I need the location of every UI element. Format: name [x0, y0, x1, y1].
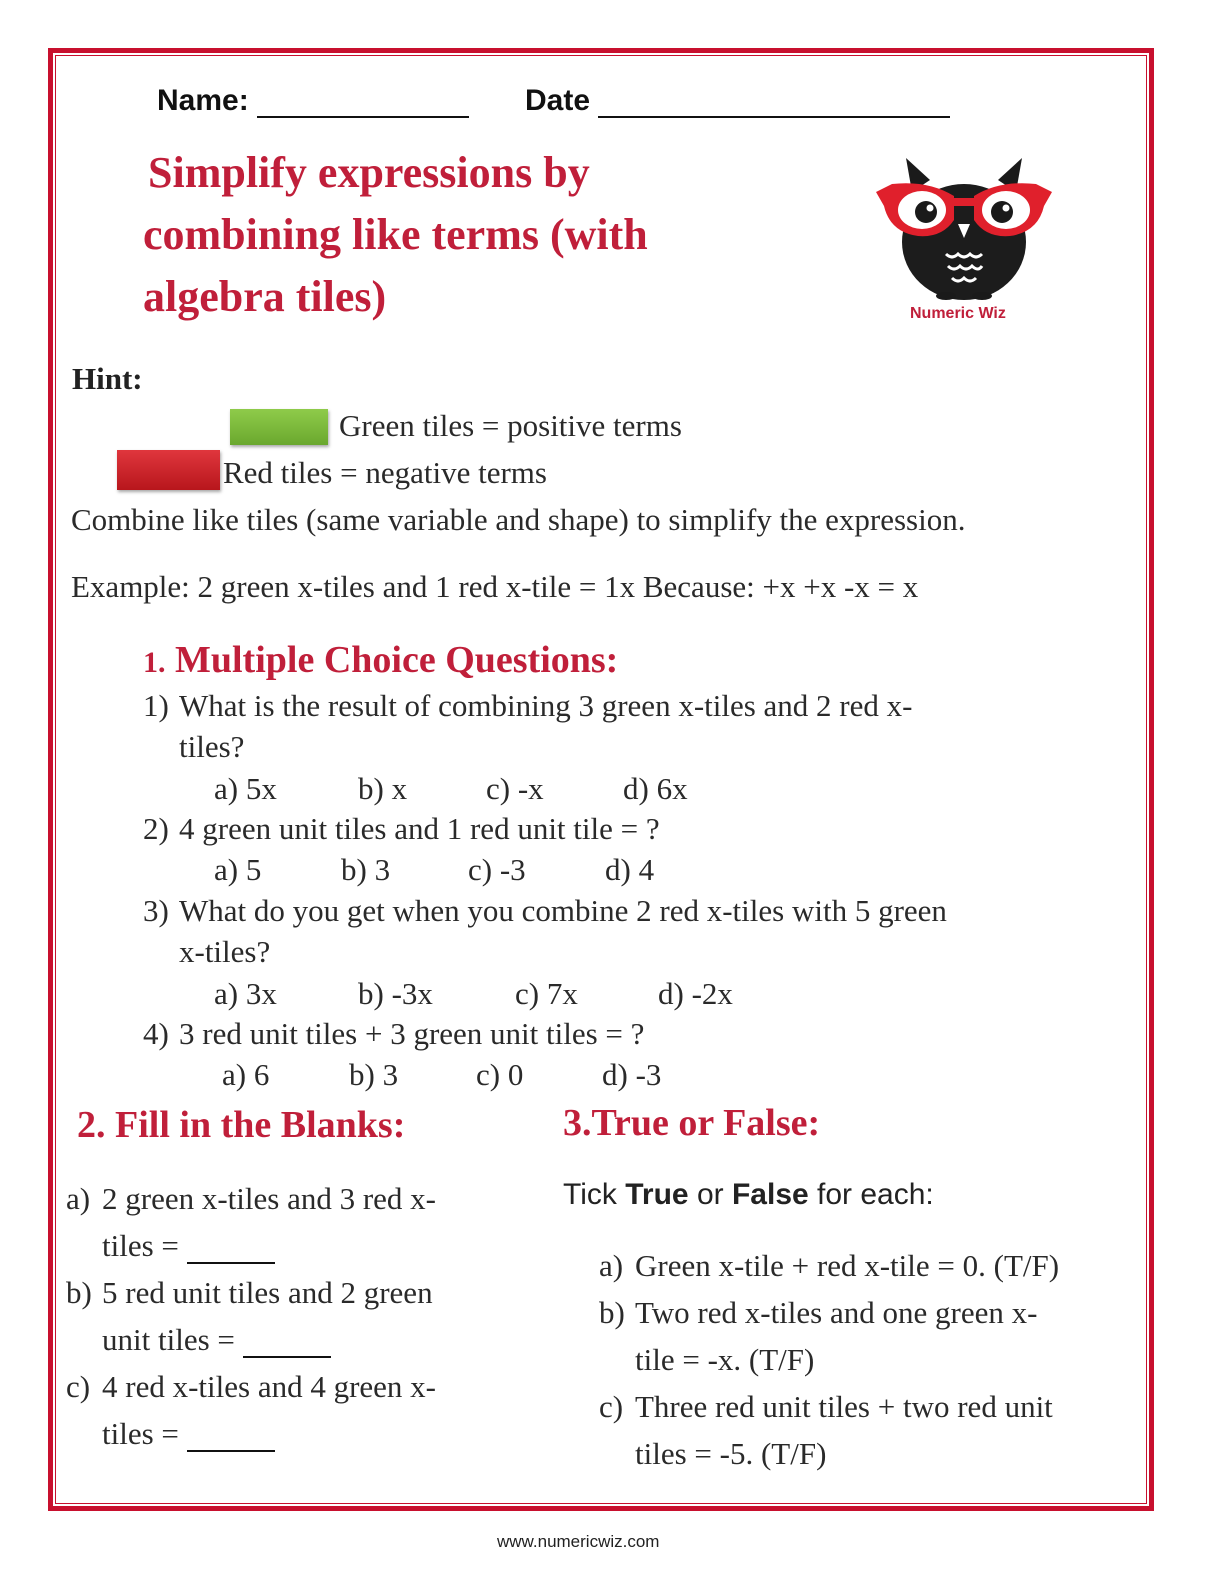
section-1-title: Multiple Choice Questions:	[175, 639, 619, 681]
section-3-title: 3.True or False:	[563, 1102, 821, 1144]
hint-label: Hint:	[72, 361, 143, 396]
question-2-option-b[interactable]: b) 3	[341, 852, 391, 887]
fill-c-line-1: 4 red x-tiles and 4 green x-	[102, 1369, 436, 1404]
question-4-line-1: 3 red unit tiles + 3 green unit tiles = ?	[179, 1016, 645, 1051]
intro-true: True	[625, 1178, 689, 1211]
question-2-number: 2)	[143, 811, 169, 846]
question-3-option-a[interactable]: a) 3x	[214, 976, 277, 1011]
question-3-line-1: What do you get when you combine 2 red x-tiles with 5 green	[179, 893, 947, 928]
name-field	[157, 84, 469, 118]
intro-pre: Tick	[563, 1178, 617, 1211]
red-tiles-text: Red tiles = negative terms	[223, 455, 547, 490]
question-1-line-2: tiles?	[179, 729, 245, 764]
name-label: Name:	[157, 84, 249, 117]
question-4-number: 4)	[143, 1016, 169, 1051]
intro-or: or	[696, 1178, 724, 1211]
intro-false: False	[731, 1178, 809, 1211]
example-text: Example: 2 green x-tiles and 1 red x-tile = 1x Because: +x +x -x = x	[71, 569, 919, 604]
footer-url[interactable]: www.numericwiz.com	[497, 1532, 660, 1551]
tf-c-line-1[interactable]: Three red unit tiles + two red unit	[635, 1389, 1053, 1424]
question-4-option-c[interactable]: c) 0	[476, 1057, 524, 1092]
fill-a-line-2-text: tiles =	[102, 1228, 179, 1263]
intro-post: for each:	[817, 1178, 934, 1211]
section-1-heading	[143, 638, 618, 682]
fill-b-line-2-text: unit tiles =	[102, 1322, 235, 1357]
question-1-option-b[interactable]: b) x	[358, 771, 408, 806]
question-4-option-d[interactable]: d) -3	[602, 1057, 662, 1092]
title-line-3: algebra tiles)	[143, 272, 387, 321]
fill-a-blank[interactable]	[187, 1234, 275, 1264]
section-2-title: 2. Fill in the Blanks:	[77, 1104, 406, 1146]
tf-c-number: c)	[599, 1389, 624, 1424]
fill-a-number: a)	[66, 1181, 91, 1216]
true-false-instructions	[563, 1178, 934, 1212]
question-4-option-b[interactable]: b) 3	[349, 1057, 399, 1092]
question-3-option-b[interactable]: b) -3x	[358, 976, 433, 1011]
green-tiles-text: Green tiles = positive terms	[339, 408, 682, 443]
fill-a-line-2	[102, 1228, 275, 1264]
question-2-line-1: 4 green unit tiles and 1 red unit tile = ?	[179, 811, 660, 846]
tf-b-line-1[interactable]: Two red x-tiles and one green x-	[635, 1295, 1038, 1330]
fill-c-line-2-text: tiles =	[102, 1416, 179, 1451]
question-3-option-c[interactable]: c) 7x	[515, 976, 578, 1011]
title-line-2: combining like terms (with	[143, 210, 648, 259]
question-2-option-d[interactable]: d) 4	[605, 852, 655, 887]
question-1-line-1: What is the result of combining 3 green x-tiles and 2 red x-	[179, 688, 913, 723]
title-line-1: Simplify expressions by	[148, 148, 590, 197]
question-3-option-d[interactable]: d) -2x	[658, 976, 733, 1011]
tf-a-line-1[interactable]: Green x-tile + red x-tile = 0. (T/F)	[635, 1248, 1060, 1283]
tf-a-number: a)	[599, 1248, 624, 1283]
fill-b-number: b)	[66, 1275, 92, 1310]
tf-b-line-2[interactable]: tile = -x. (T/F)	[635, 1342, 815, 1377]
fill-c-number: c)	[66, 1369, 91, 1404]
tf-c-line-2[interactable]: tiles = -5. (T/F)	[635, 1436, 827, 1471]
logo-text: Numeric Wiz	[910, 305, 1006, 322]
question-1-option-d[interactable]: d) 6x	[623, 771, 688, 806]
fill-b-blank[interactable]	[243, 1328, 331, 1358]
fill-b-line-2	[102, 1322, 331, 1358]
combine-text: Combine like tiles (same variable and shape) to simplify the expression.	[71, 502, 966, 537]
fill-c-blank[interactable]	[187, 1422, 275, 1452]
fill-b-line-1: 5 red unit tiles and 2 green	[102, 1275, 433, 1310]
green-tile-swatch	[230, 409, 328, 445]
question-2-option-c[interactable]: c) -3	[468, 852, 526, 887]
date-blank[interactable]	[598, 86, 950, 118]
section-1-number: 1.	[143, 646, 166, 679]
question-1-option-a[interactable]: a) 5x	[214, 771, 277, 806]
fill-a-line-1: 2 green x-tiles and 3 red x-	[102, 1181, 436, 1216]
question-1-number: 1)	[143, 688, 169, 723]
fill-c-line-2	[102, 1416, 275, 1452]
date-field	[525, 84, 950, 118]
question-3-line-2: x-tiles?	[179, 934, 271, 969]
question-4-option-a[interactable]: a) 6	[222, 1057, 270, 1092]
tf-b-number: b)	[599, 1295, 625, 1330]
name-blank[interactable]	[257, 86, 469, 118]
date-label: Date	[525, 84, 591, 117]
question-1-option-c[interactable]: c) -x	[486, 771, 544, 806]
owl-with-glasses-icon	[872, 150, 1056, 300]
question-3-number: 3)	[143, 893, 169, 928]
question-2-option-a[interactable]: a) 5	[214, 852, 262, 887]
numeric-wiz-logo	[872, 150, 1056, 330]
red-tile-swatch	[117, 450, 220, 490]
